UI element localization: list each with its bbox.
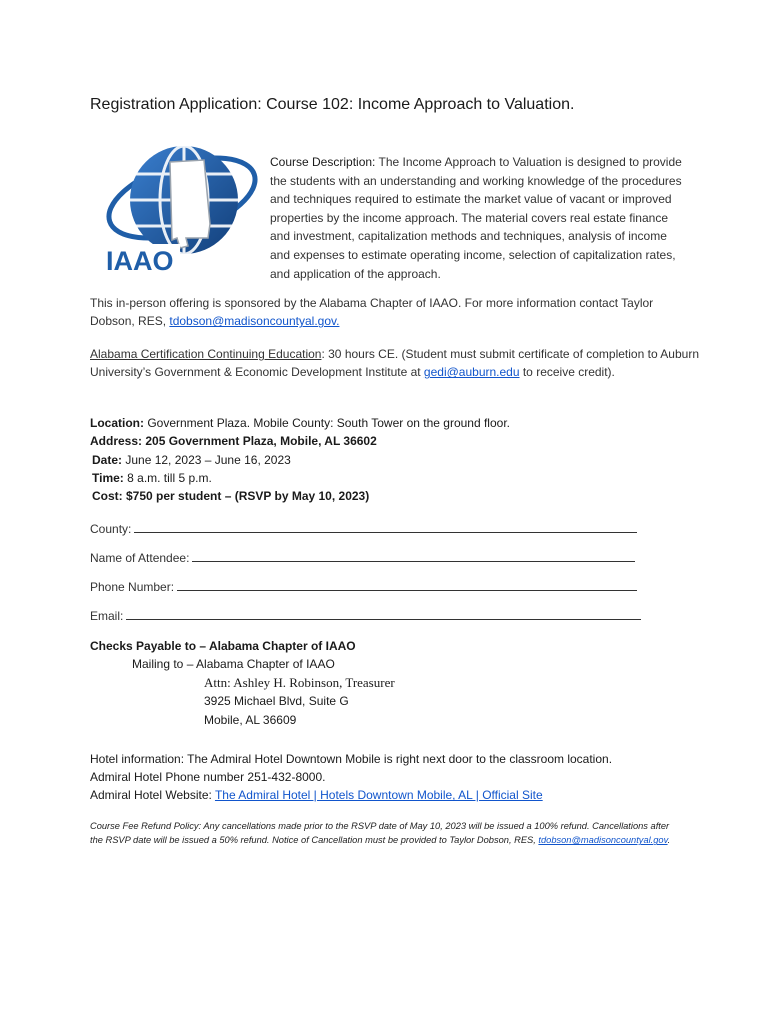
- hotel-info: [90, 750, 612, 805]
- address-line: Address: 205 Government Plaza, Mobile, AL 36602: [90, 434, 377, 449]
- hotel-website-line: [90, 786, 612, 804]
- refund-text: Course Fee Refund Policy: Any cancellations made prior to the RSVP date of May 10, 2023 will be issued a 100% refund. Cancellations after the RSVP date will be issued a 50% refund. Notice of Cancellation must be provided to Taylor Dobson, RES,: [90, 821, 670, 846]
- sponsor-text: This in-person offering is sponsored by the Alabama Chapter of IAAO. For more information contact Taylor Dobson, RES,: [90, 296, 654, 329]
- course-details: [90, 414, 510, 505]
- date-line: [90, 451, 510, 469]
- location-value: Government Plaza. Mobile County: South Tower on the ground floor.: [144, 416, 510, 430]
- refund-end: .: [667, 835, 671, 846]
- county-label: County:: [90, 522, 132, 536]
- location-line: [90, 414, 510, 432]
- cost-line: Cost: $750 per student – (RSVP by May 10, 2023): [92, 489, 370, 504]
- attendee-label: Name of Attendee:: [90, 551, 190, 565]
- mailing-line: Mailing to – Alabama Chapter of IAAO: [132, 657, 335, 672]
- email-label: Email:: [90, 609, 124, 623]
- email-input-line[interactable]: [126, 608, 641, 620]
- hotel-website-label: Admiral Hotel Website:: [90, 788, 215, 803]
- iaao-logo: [100, 128, 260, 278]
- county-input-line[interactable]: [134, 521, 637, 533]
- county-field: [90, 521, 637, 536]
- phone-label: Phone Number:: [90, 580, 175, 594]
- course-description-label: Course Description:: [270, 155, 376, 169]
- email-field: [90, 608, 641, 623]
- checks-payable-line: Checks Payable to – Alabama Chapter of IAAO: [90, 639, 356, 653]
- page-title: Registration Application: Course 102: Income Approach to Valuation.: [90, 96, 575, 113]
- attendee-field: [90, 550, 635, 565]
- phone-input-line[interactable]: [177, 579, 637, 591]
- time-label: Time:: [92, 470, 124, 485]
- logo-text: IAAO: [106, 246, 174, 276]
- certification-text: : 30 hours CE. (Student must submit certificate of completion to Auburn University’s Government & Economic Development Institute at: [90, 347, 699, 380]
- auburn-email-link[interactable]: gedi@auburn.edu: [423, 365, 520, 380]
- alabama-state-icon: [170, 160, 210, 248]
- refund-email-link[interactable]: tdobson@madisoncountyal.gov: [538, 835, 668, 846]
- contact-email-link[interactable]: tdobson@madisoncountyal.gov.: [169, 314, 340, 329]
- street-line: 3925 Michael Blvd, Suite G: [204, 694, 349, 709]
- location-label: Location:: [90, 416, 144, 430]
- date-value: June 12, 2023 – June 16, 2023: [122, 452, 291, 467]
- attendee-input-line[interactable]: [192, 550, 635, 562]
- date-label: Date:: [92, 452, 123, 467]
- refund-policy: [90, 819, 680, 847]
- course-description: [270, 153, 690, 283]
- hotel-info-line: Hotel information: The Admiral Hotel Downtown Mobile is right next door to the classroom location.: [90, 752, 613, 766]
- payment-info: [90, 637, 395, 729]
- hotel-phone-line: Admiral Hotel Phone number 251-432-8000.: [90, 770, 326, 785]
- certification-label: Alabama Certification Continuing Education: [90, 347, 322, 361]
- sponsor-paragraph: [90, 294, 700, 331]
- course-description-text: The Income Approach to Valuation is designed to provide the students with an understanding and working knowledge of the procedures and techniques required to estimate the market value of vacant or improved properties by the income approach. The material covers real estate finance and investment, capitalization methods and techniques, analysis of income and expenses to estimate operating income, selection of capitalization rates, and application of the approach.: [270, 155, 682, 281]
- certification-paragraph: [90, 345, 700, 382]
- time-value: 8 a.m. till 5 p.m.: [123, 470, 212, 485]
- certification-after: to receive credit).: [519, 365, 615, 380]
- phone-field: [90, 579, 637, 594]
- city-line: Mobile, AL 36609: [204, 712, 297, 727]
- hotel-website-link[interactable]: The Admiral Hotel | Hotels Downtown Mobile, AL | Official Site: [214, 788, 543, 803]
- time-line: [90, 469, 510, 487]
- attn-line: Attn: Ashley H. Robinson, Treasurer: [204, 674, 395, 690]
